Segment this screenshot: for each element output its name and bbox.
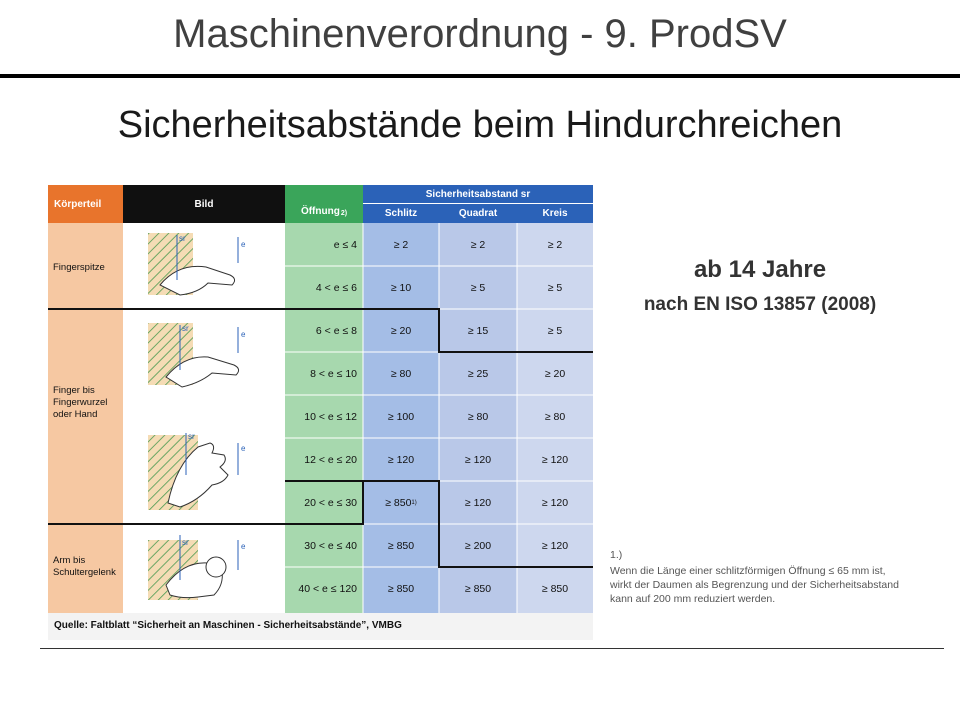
norm-reference: nach EN ISO 13857 (2008) bbox=[643, 294, 877, 315]
opening-cell: 4 < e ≤ 6 bbox=[315, 281, 357, 294]
image-label-sr-1: sr bbox=[179, 234, 186, 243]
figure-source: Quelle: Faltblatt “Sicherheit an Maschinen - Sicherheitsabstände”, VMBG bbox=[54, 620, 402, 631]
header-body-part: Körperteil bbox=[48, 185, 123, 223]
slot-cell bbox=[363, 481, 439, 524]
square-cell: ≥ 850 bbox=[464, 582, 492, 595]
header-opening-note: 2) bbox=[340, 210, 348, 217]
hand-illustration bbox=[148, 433, 238, 510]
arm-illustration bbox=[148, 535, 238, 600]
fingertip-illustration bbox=[148, 233, 238, 295]
group-label-fingertip: Fingerspitze bbox=[53, 262, 105, 273]
opening-cell: 40 < e ≤ 120 bbox=[298, 582, 357, 595]
circle-cell: ≥ 120 bbox=[541, 539, 569, 552]
square-cell: ≥ 80 bbox=[467, 410, 489, 423]
image-label-e-4: e bbox=[241, 542, 246, 551]
circle-cell: ≥ 5 bbox=[547, 281, 563, 294]
circle-cell: ≥ 2 bbox=[547, 238, 563, 251]
slot-cell: ≥ 120 bbox=[387, 453, 415, 466]
finger-illustration bbox=[148, 323, 239, 387]
page-title: Maschinenverordnung - 9. ProdSV bbox=[173, 12, 787, 56]
image-label-e-2: e bbox=[241, 330, 246, 339]
header-image: Bild bbox=[123, 185, 285, 223]
header-circle: Kreis bbox=[517, 203, 593, 223]
opening-cell: 10 < e ≤ 12 bbox=[304, 410, 357, 423]
opening-cell: 12 < e ≤ 20 bbox=[304, 453, 357, 466]
circle-cell: ≥ 80 bbox=[544, 410, 566, 423]
safety-distance-table-figure bbox=[48, 185, 593, 640]
circle-cell: ≥ 120 bbox=[541, 453, 569, 466]
opening-cell: 20 < e ≤ 30 bbox=[304, 496, 357, 509]
slot-cell: ≥ 2 bbox=[393, 238, 409, 251]
circle-cell: ≥ 850 bbox=[541, 582, 569, 595]
image-label-e-1: e bbox=[241, 240, 246, 249]
square-cell: ≥ 2 bbox=[470, 238, 486, 251]
slot-cell-value: ≥ 850 bbox=[385, 496, 412, 509]
age-heading: ab 14 Jahre bbox=[693, 256, 827, 283]
footnote-text: Wenn die Länge einer schlitzförmigen Öffnung ≤ 65 mm ist, wirkt der Daumen als Begrenzung und der Sicherheitsabstand kann auf 200 mm reduziert werden. bbox=[610, 565, 899, 605]
title-divider bbox=[0, 74, 960, 78]
image-label-e-3: e bbox=[241, 444, 246, 453]
slot-cell: ≥ 10 bbox=[390, 281, 412, 294]
square-cell: ≥ 120 bbox=[464, 453, 492, 466]
slot-cell: ≥ 20 bbox=[390, 324, 412, 337]
square-cell: ≥ 200 bbox=[464, 539, 492, 552]
image-label-sr-4: sr bbox=[182, 538, 189, 547]
square-cell: ≥ 120 bbox=[464, 496, 492, 509]
slot-cell: ≥ 100 bbox=[387, 410, 415, 423]
header-opening-label: Öffnung bbox=[300, 206, 340, 217]
opening-cell: 30 < e ≤ 40 bbox=[304, 539, 357, 552]
circle-cell: ≥ 120 bbox=[541, 496, 569, 509]
image-label-sr-2: sr bbox=[182, 324, 189, 333]
opening-cell: 6 < e ≤ 8 bbox=[315, 324, 357, 337]
slide-subtitle: Sicherheitsabstände beim Hindurchreichen bbox=[117, 104, 843, 146]
square-cell: ≥ 15 bbox=[467, 324, 489, 337]
square-cell: ≥ 25 bbox=[467, 367, 489, 380]
header-safety-distance: Sicherheitsabstand sr bbox=[363, 185, 593, 203]
header-square: Quadrat bbox=[439, 203, 517, 223]
opening-cell: 8 < e ≤ 10 bbox=[310, 367, 357, 380]
group-label-arm: Arm bis Schultergelenk bbox=[53, 555, 116, 578]
square-cell: ≥ 5 bbox=[470, 281, 486, 294]
header-slot: Schlitz bbox=[363, 203, 439, 223]
slot-cell-footnote-ref: 1) bbox=[411, 499, 417, 506]
bottom-divider bbox=[40, 648, 944, 649]
opening-cell: e ≤ 4 bbox=[333, 238, 357, 251]
circle-cell: ≥ 5 bbox=[547, 324, 563, 337]
circle-cell: ≥ 20 bbox=[544, 367, 566, 380]
slot-cell: ≥ 850 bbox=[387, 539, 415, 552]
slot-cell: ≥ 850 bbox=[387, 582, 415, 595]
group-label-finger-hand: Finger bis Fingerwurzel oder Hand bbox=[53, 385, 108, 420]
slot-cell: ≥ 80 bbox=[390, 367, 412, 380]
footnote-number: 1.) bbox=[610, 549, 623, 561]
image-label-sr-3: sr bbox=[188, 432, 195, 441]
